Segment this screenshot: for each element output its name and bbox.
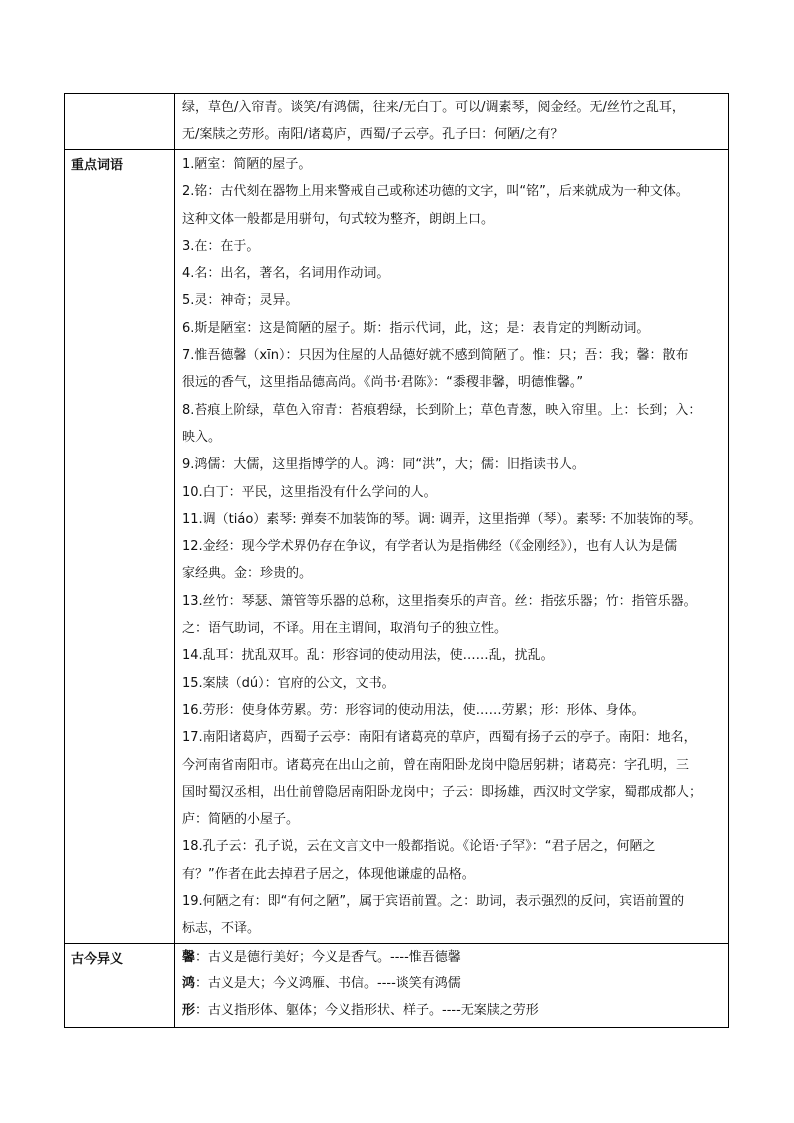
note-line: 有？”作者在此去掉君子居之，体现他谦虚的品格。 <box>182 866 475 882</box>
note-line: 12.金经：现今学术界仍存在争议，有学者认为是指佛经（《金刚经》），也有人认为是儒 <box>182 539 678 555</box>
list-item <box>182 998 728 1025</box>
text-line: 绿，草色/入帘青。谈笑/有鸿儒，往来/无白丁。可以/调素琴，阅金经。无/丝竹之乱耳， <box>182 100 685 115</box>
note-line: 5.灵：神奇；灵异。 <box>182 293 299 309</box>
ancient-modern-cell <box>175 943 729 1027</box>
text-line: 无/案牍之劳形。南阳/诸葛庐，西蜀/子云亭。孔子曰：何陋/之有？ <box>182 127 564 143</box>
note-line: 19.何陋之有：即“有何之陋”，属于宾语前置。之：助词，表示强烈的反问，宾语前置的 <box>182 894 685 910</box>
term-explanation: ：古义是大；今义鸿雁、书信。----谈笑有鸿儒 <box>195 976 461 992</box>
original-text-cell <box>175 94 729 150</box>
note-line: 8.苔痕上阶绿，草色入帘青：苔痕碧绿，长到阶上；草色青葱，映入帘里。上：长到；入： <box>182 402 702 418</box>
note-line: 3.在：在于。 <box>182 238 260 254</box>
term-word: 馨 <box>182 949 196 965</box>
row-label-key-words: 重点词语 <box>65 150 175 944</box>
note-line: 14.乱耳：扰乱双耳。乱：形容词的使动用法，使……乱，扰乱。 <box>182 648 554 664</box>
note-line: 之：语气助词，不译。用在主谓间，取消句子的独立性。 <box>182 621 508 637</box>
note-line: 这种文体一般都是用骈句，句式较为整齐，朗朗上口。 <box>182 211 495 227</box>
note-line: 16.劳形：使身体劳累。劳：形容词的使动用法，使……劳累；形：形体、身体。 <box>182 702 645 718</box>
note-line: 4.名：出名，著名，名词用作动词。 <box>182 266 390 282</box>
note-line: 6.斯是陋室：这是简陋的屋子。斯：指示代词，此，这；是：表肯定的判断动词。 <box>182 320 650 336</box>
term-explanation: ：古义是德行美好；今义是香气。----惟吾德馨 <box>195 949 461 965</box>
note-line: 18.孔子云：孔子说，云在文言文中一般都指说。《论语·子罕》：“君子居之，何陋之 <box>182 839 656 855</box>
term-word: 鸿 <box>182 976 196 992</box>
term-explanation: ：古义指形体、躯体；今义指形状、样子。----无案牍之劳形 <box>195 1002 539 1018</box>
note-line: 2.铭：古代刻在器物上用来警戒自己或称述功德的文字，叫“铭”，后来就成为一种文体。 <box>182 184 689 200</box>
key-words-cell <box>175 150 729 944</box>
document-page <box>64 93 729 1028</box>
note-line: 7.惟吾德馨（xīn）：只因为住屋的人品德好就不感到简陋了。惟：只；吾：我；馨：散布 <box>182 348 689 364</box>
note-line: 今河南省南阳市。诸葛亮在出山之前，曾在南阳卧龙岗中隐居躬耕；诸葛亮：字孔明，三 <box>182 757 690 773</box>
note-line: 17.南阳诸葛庐，西蜀子云亭：南阳有诸葛亮的草庐，西蜀有扬子云的亭子。南阳：地名， <box>182 730 697 746</box>
row-label-ancient-modern: 古今异义 <box>65 943 175 1027</box>
list-item <box>182 971 728 998</box>
note-line: 10.白丁：平民，这里指没有什么学问的人。 <box>182 484 437 500</box>
table-row-text <box>65 94 729 150</box>
note-line: 11.调（tiáo）素琴: 弹奏不加装饰的琴。调: 调弄，这里指弹（琴）。素琴: 不加装饰的琴。 <box>182 511 702 527</box>
note-line: 1.陋室：简陋的屋子。 <box>182 157 312 172</box>
table-row-key-words <box>65 150 729 944</box>
note-line: 15.案牍（dú）：官府的公文，文书。 <box>182 675 395 691</box>
note-line: 庐：简陋的小屋子。 <box>182 812 300 828</box>
note-line: 家经典。金：珍贵的。 <box>182 566 313 582</box>
list-item <box>182 945 728 972</box>
note-line: 很远的香气，这里指品德高尚。《尚书·君陈》：“黍稷非馨，明德惟馨。” <box>182 375 584 391</box>
table-row-ancient-modern <box>65 943 729 1027</box>
note-line: 映入。 <box>182 429 222 445</box>
note-line: 标志，不译。 <box>182 921 261 937</box>
notes-table <box>64 93 729 1028</box>
note-line: 9.鸿儒：大儒，这里指博学的人。鸿：同“洪”，大；儒：旧指读书人。 <box>182 457 585 473</box>
term-word: 形 <box>182 1002 196 1018</box>
note-line: 13.丝竹：琴瑟、箫管等乐器的总称，这里指奏乐的声音。丝：指弦乐器；竹：指管乐器。 <box>182 593 697 609</box>
row-label <box>65 94 175 150</box>
note-line: 国时蜀汉丞相，出仕前曾隐居南阳卧龙岗中；子云：即扬雄，西汉时文学家，蜀郡成都人； <box>182 784 703 800</box>
